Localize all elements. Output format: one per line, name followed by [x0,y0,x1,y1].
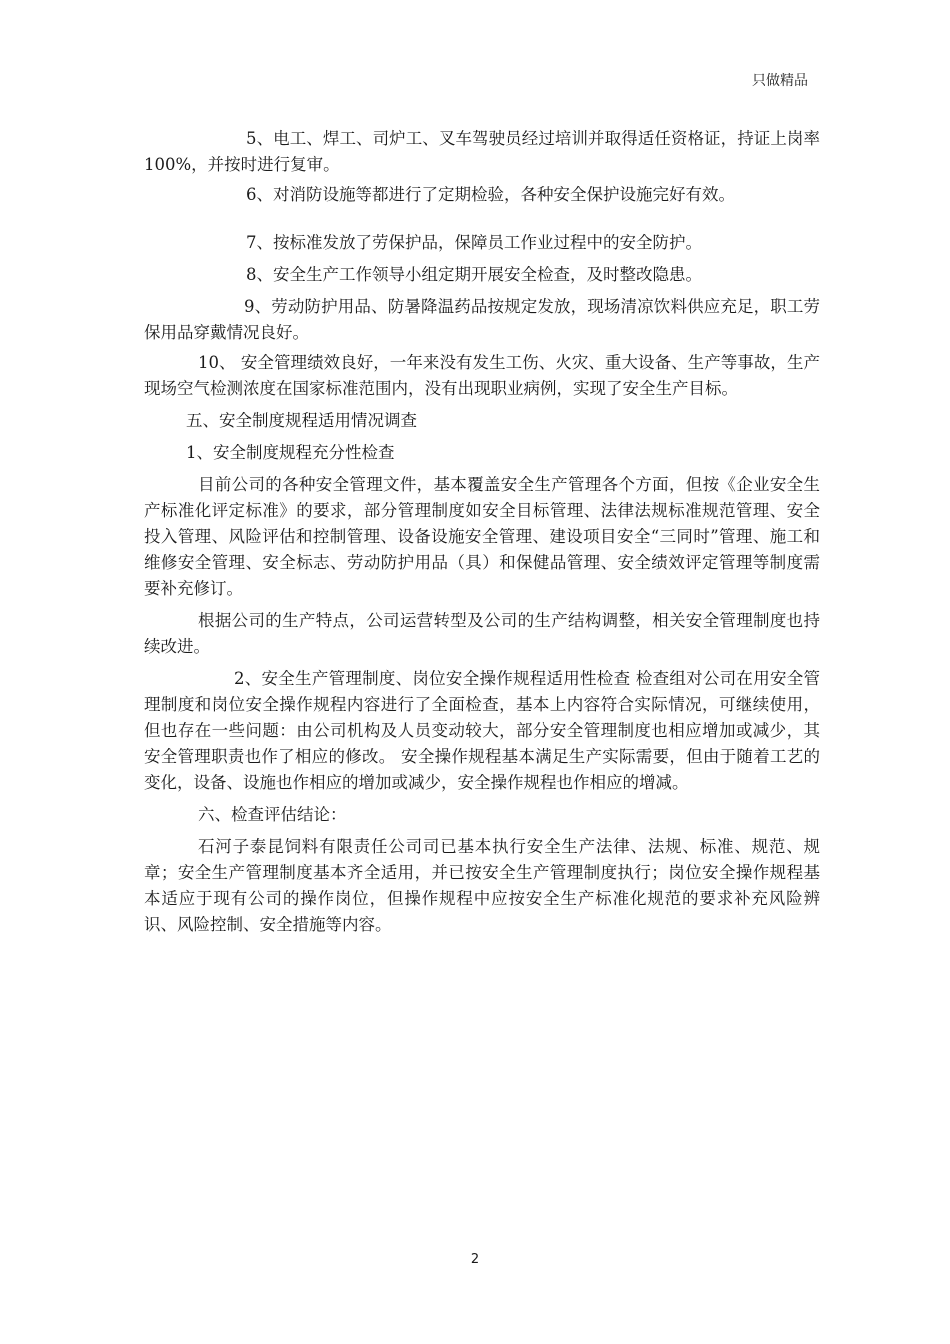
page-header: 只做精品 [752,73,808,89]
section-heading-5: 五、安全制度规程适用情况调查 [186,411,417,430]
paragraph-item-10: 10、 安全管理绩效良好，一年来没有发生工伤、火灾、重大设备、生产等事故，生产现场空气检测浓度在国家标准范围内，没有出现职业病例，实现了安全生产目标。 [144,353,820,398]
paragraph-item-7: 7、按标准发放了劳保护品，保障员工作业过程中的安全防护。 [246,233,702,252]
paragraph-applicability: 2、安全生产管理制度、岗位安全操作规程适用性检查 检查组对公司在用安全管理制度和岗位安全操作规程内容进行了全面检查，基本上内容符合实际情况，可继续使用，但也存在一些问题：由公司机构及人员变动较大，部分安全管理制度也相应增加或减少，其安全管理职责也作了相应的修改。 安全操作规程基本满足生产实际需要，但由于随着工艺的变化，设备、设施也作相应的增加或减少，安全操作规程也作相应的增减。 [144,669,820,792]
paragraph-improvement: 根据公司的生产特点，公司运营转型及公司的生产结构调整，相关安全管理制度也持续改进。 [144,611,820,656]
subsection-heading-1: 1、安全制度规程充分性检查 [186,443,395,462]
document-body [144,126,820,938]
paragraph-item-8: 8、安全生产工作领导小组定期开展安全检查，及时整改隐患。 [246,265,702,284]
section-heading-6: 六、检查评估结论： [198,805,347,824]
paragraph-conclusion: 石河子泰昆饲料有限责任公司司已基本执行安全生产法律、法规、标准、规范、规章；安全生产管理制度基本齐全适用，并已按安全生产管理制度执行；岗位安全操作规程基本适应于现有公司的操作岗位，但操作规程中应按安全生产标准化规范的要求补充风险辨识、风险控制、安全措施等内容。 [144,837,820,934]
paragraph-sufficiency: 目前公司的各种安全管理文件，基本覆盖安全生产管理各个方面，但按《企业安全生产标准化评定标准》的要求，部分管理制度如安全目标管理、法律法规标准规范管理、安全投入管理、风险评估和控制管理、设备设施安全管理、建设项目安全“三同时”管理、施工和维修安全管理、安全标志、劳动防护用品（具）和保健品管理、安全绩效评定管理等制度需要补充修订。 [144,475,820,598]
paragraph-item-6: 6、对消防设施等都进行了定期检验，各种安全保护设施完好有效。 [246,185,735,204]
page-number: 2 [470,1252,480,1267]
paragraph-item-9: 9、劳动防护用品、防暑降温药品按规定发放，现场清凉饮料供应充足，职工劳保用品穿戴情况良好。 [144,297,820,342]
paragraph-item-5: 5、电工、焊工、司炉工、叉车驾驶员经过培训并取得适任资格证，持证上岗率100%，并按时进行复审。 [144,129,820,174]
